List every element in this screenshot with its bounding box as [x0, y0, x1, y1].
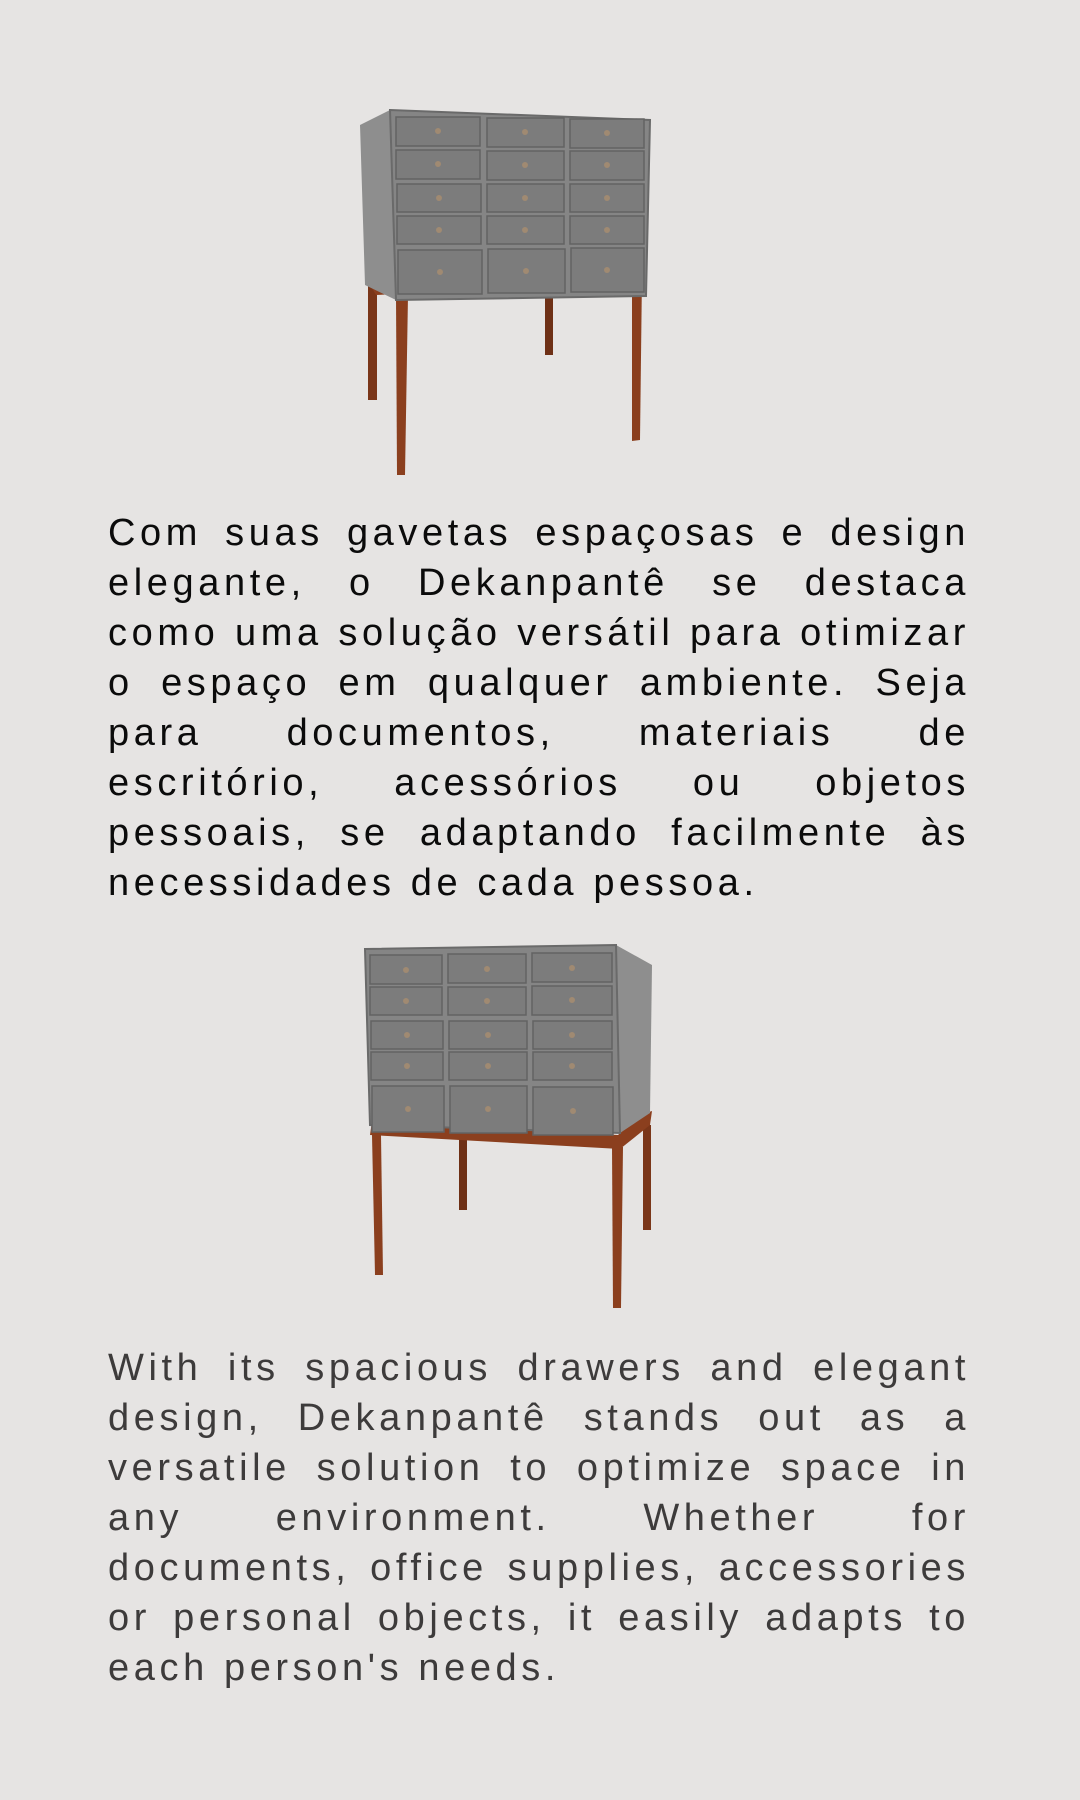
knob-icon	[435, 128, 441, 134]
knob-icon	[569, 965, 575, 971]
knob-icon	[484, 966, 490, 972]
knob-icon	[436, 227, 442, 233]
knob-icon	[435, 161, 441, 167]
cabinet-leg	[459, 1135, 467, 1210]
cabinet-leg	[632, 275, 642, 441]
knob-icon	[436, 195, 442, 201]
knob-icon	[604, 162, 610, 168]
knob-icon	[604, 267, 610, 273]
knob-icon	[404, 1032, 410, 1038]
knob-icon	[604, 130, 610, 136]
knob-icon	[604, 195, 610, 201]
knob-icon	[522, 129, 528, 135]
knob-icon	[403, 967, 409, 973]
knob-icon	[522, 162, 528, 168]
knob-icon	[405, 1106, 411, 1112]
knob-icon	[569, 997, 575, 1003]
description-portuguese: Com suas gavetas espaçosas e design elegante, o Dekanpantê se destaca como uma solução versátil para otimizar o espaço em qualquer ambiente. Seja para documentos, materiais de escritório, acessórios ou objetos pessoais, se adaptando facilmente às necessidades de cada pessoa.	[108, 512, 970, 904]
cabinet-leg	[396, 295, 408, 475]
product-image-top	[360, 100, 720, 500]
knob-icon	[522, 195, 528, 201]
cabinet-leg	[612, 1147, 623, 1308]
knob-icon	[404, 1063, 410, 1069]
product-image-bottom	[360, 935, 720, 1335]
knob-icon	[569, 1032, 575, 1038]
cabinet-side-panel	[616, 945, 652, 1133]
knob-icon	[437, 269, 443, 275]
knob-icon	[485, 1106, 491, 1112]
knob-icon	[604, 227, 610, 233]
knob-icon	[522, 227, 528, 233]
knob-icon	[569, 1063, 575, 1069]
knob-icon	[484, 998, 490, 1004]
cabinet-leg	[372, 1135, 383, 1275]
knob-icon	[523, 268, 529, 274]
description-english: With its spacious drawers and elegant design, Dekanpantê stands out as a versatile solution to optimize space in any environment. Whether for documents, office supplies, accessories or personal objects, it easily adapts to each person's needs.	[108, 1347, 970, 1689]
knob-icon	[485, 1063, 491, 1069]
cabinet-leg	[643, 1125, 651, 1230]
knob-icon	[485, 1032, 491, 1038]
cabinet-leg	[368, 280, 377, 400]
knob-icon	[403, 998, 409, 1004]
knob-icon	[570, 1108, 576, 1114]
